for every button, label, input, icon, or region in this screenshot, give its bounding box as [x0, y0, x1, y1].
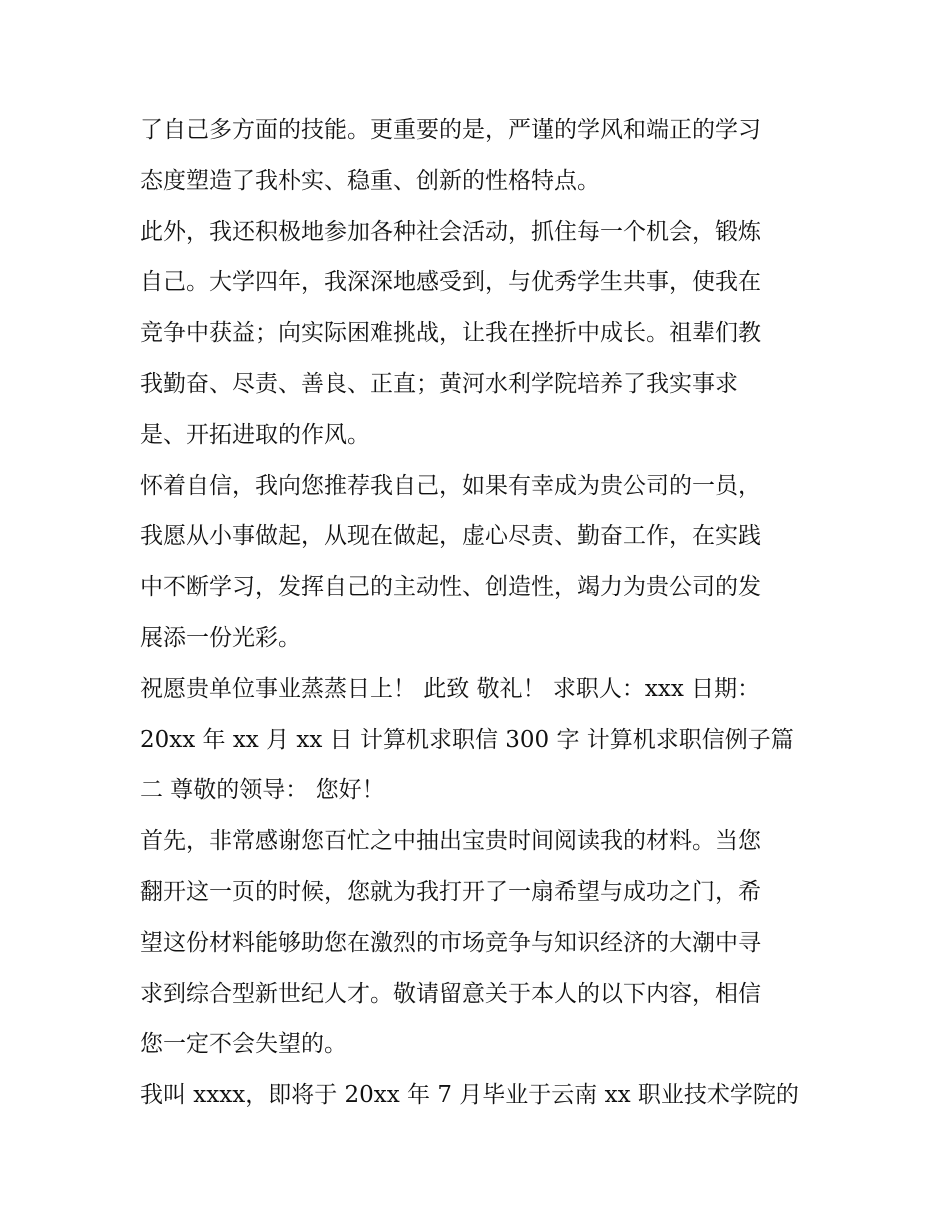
text-line: 我愿从小事做起，从现在做起，虚心尽责、勤奋工作，在实践: [140, 523, 761, 550]
text-line: 20xx 年 xx 月 xx 日 计算机求职信 300 字 计算机求职信例子篇: [140, 726, 794, 753]
text-line: 竞争中获益；向实际困难挑战，让我在挫折中成长。祖辈们教: [140, 320, 761, 347]
text-line: 祝愿贵单位事业蒸蒸日上！ 此致 敬礼！ 求职人：xxx 日期：: [140, 675, 761, 702]
text-line: 我叫 xxxx，即将于 20xx 年 7 月毕业于云南 xx 职业技术学院的: [140, 1082, 799, 1109]
text-line: 中不断学习，发挥自己的主动性、创造性，竭力为贵公司的发: [140, 574, 761, 601]
text-line: 态度塑造了我朴实、稳重、创新的性格特点。: [140, 167, 600, 194]
text-line: 了自己多方面的技能。更重要的是，严谨的学风和端正的学习: [140, 117, 761, 143]
text-line: 展添一份光彩。: [140, 624, 301, 651]
text-line: 翻开这一页的时候，您就为我打开了一扇希望与成功之门，希: [140, 878, 761, 905]
text-line: 求到综合型新世纪人才。敬请留意关于本人的以下内容，相信: [140, 980, 761, 1007]
letter-body: [140, 105, 820, 1121]
text-line: 自己。大学四年，我深深地感受到，与优秀学生共事，使我在: [140, 269, 761, 296]
text-line: 此外，我还积极地参加各种社会活动，抓住每一个机会，锻炼: [140, 218, 761, 245]
text-line: 我勤奋、尽责、善良、正直；黄河水利学院培养了我实事求: [140, 370, 738, 397]
text-line: 怀着自信，我向您推荐我自己，如果有幸成为贵公司的一员，: [140, 472, 761, 499]
text-line: 是、开拓进取的作风。: [140, 421, 370, 448]
text-line: 您一定不会失望的。: [140, 1031, 347, 1058]
text-line: 首先，非常感谢您百忙之中抽出宝贵时间阅读我的材料。当您: [140, 828, 761, 855]
text-line: 二 尊敬的领导： 您好！: [140, 777, 385, 804]
text-line: 望这份材料能够助您在激烈的市场竞争与知识经济的大潮中寻: [140, 929, 761, 956]
